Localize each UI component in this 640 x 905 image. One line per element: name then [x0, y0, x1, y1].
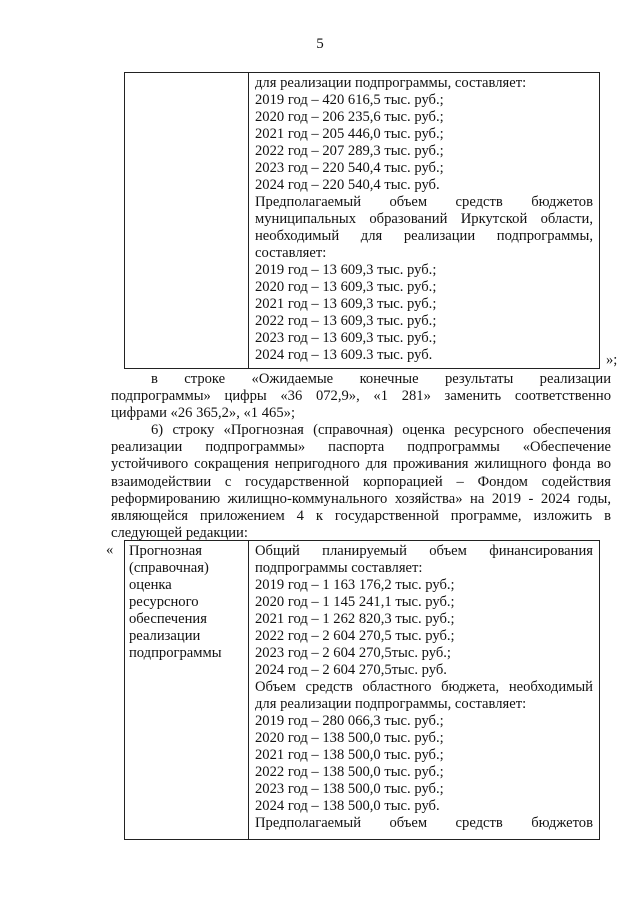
table-line: 2022 год – 13 609,3 тыс. руб.;: [255, 313, 437, 329]
table-left-line: обеспечения: [129, 611, 207, 627]
table-left-cell-empty: [125, 73, 249, 368]
table-left-cell: [125, 541, 249, 839]
table-line: 2021 год – 13 609,3 тыс. руб.;: [255, 296, 437, 312]
table-line: Предполагаемый объем средств бюджетов: [255, 194, 593, 210]
table-left-line: подпрограммы: [129, 645, 222, 661]
table-line: муниципальных образований Иркутской области,: [255, 211, 593, 227]
table-right-cell: [249, 541, 599, 839]
table-left-line: ресурсного: [129, 594, 199, 610]
text-line: взаимодействии с государственной корпорацией – Фондом содействия: [111, 473, 611, 490]
table-line: Объем средств областного бюджета, необходимый: [255, 679, 593, 695]
table-line: 2023 год – 13 609,3 тыс. руб.;: [255, 330, 437, 346]
table-line: 2023 год – 220 540,4 тыс. руб.;: [255, 160, 444, 176]
table-line: для реализации подпрограммы, составляет:: [255, 75, 527, 91]
text-line: цифрами «26 365,2», «1 465»;: [111, 405, 295, 422]
table-line: подпрограммы составляет:: [255, 560, 423, 576]
text-line: являющейся приложением 4 к государственной программе, изложить в: [111, 507, 611, 524]
table-line: 2024 год – 2 604 270,5тыс. руб.: [255, 662, 447, 678]
table-line: 2020 год – 1 145 241,1 тыс. руб.;: [255, 594, 455, 610]
table-line: Предполагаемый объем средств бюджетов: [255, 815, 593, 831]
table-line: 2021 год – 205 446,0 тыс. руб.;: [255, 126, 444, 142]
table-line: 2022 год – 138 500,0 тыс. руб.;: [255, 764, 444, 780]
table-line: 2024 год – 13 609.3 тыс. руб.: [255, 347, 433, 363]
table-line: необходимый для реализации подпрограммы,: [255, 228, 593, 244]
table-line: 2024 год – 220 540,4 тыс. руб.: [255, 177, 440, 193]
text-line: устойчивого сокращения непригодного для проживания жилищного фонда во: [111, 456, 611, 473]
table-line: Общий планируемый объем финансирования: [255, 543, 593, 559]
table-line: 2022 год – 2 604 270,5 тыс. руб.;: [255, 628, 455, 644]
table-line: 2020 год – 138 500,0 тыс. руб.;: [255, 730, 444, 746]
text-line: в строке «Ожидаемые конечные результаты реализации: [151, 371, 611, 387]
page-number: 5: [316, 36, 324, 52]
table-line: для реализации подпрограммы, составляет:: [255, 696, 527, 712]
paragraph-item-6: [111, 422, 611, 542]
table-left-line: Прогнозная: [129, 543, 202, 559]
text-line: 6) строку «Прогнозная (справочная) оценка ресурсного обеспечения: [151, 422, 611, 438]
table-left-line: (справочная): [129, 560, 209, 576]
table-line: 2021 год – 138 500,0 тыс. руб.;: [255, 747, 444, 763]
table-line: 2021 год – 1 262 820,3 тыс. руб.;: [255, 611, 455, 627]
text-line: следующей редакции:: [111, 525, 248, 542]
table-line: 2019 год – 420 616,5 тыс. руб.;: [255, 92, 444, 108]
paragraph-expected-results: [111, 371, 611, 423]
table-line: 2022 год – 207 289,3 тыс. руб.;: [255, 143, 444, 159]
table-right-cell: [249, 73, 599, 368]
text-line: реализации подпрограммы» паспорта подпрограммы «Обеспечение: [111, 439, 611, 456]
table-line: 2020 год – 13 609,3 тыс. руб.;: [255, 279, 437, 295]
table-left-line: реализации: [129, 628, 201, 644]
table-line: 2024 год – 138 500,0 тыс. руб.: [255, 798, 440, 814]
table-left-line: оценка: [129, 577, 172, 593]
text-line: реформированию жилищно-коммунального хозяйства» на 2019 - 2024 годы,: [111, 490, 611, 507]
table-line: составляет:: [255, 245, 327, 261]
table-line: 2023 год – 2 604 270,5тыс. руб.;: [255, 645, 451, 661]
table-line: 2019 год – 280 066,3 тыс. руб.;: [255, 713, 444, 729]
table-line: 2019 год – 13 609,3 тыс. руб.;: [255, 262, 437, 278]
table-line: 2023 год – 138 500,0 тыс. руб.;: [255, 781, 444, 797]
closing-quote-mark: »;: [606, 352, 618, 368]
table-resource-estimate: [124, 540, 600, 840]
table-line: 2020 год – 206 235,6 тыс. руб.;: [255, 109, 444, 125]
opening-quote-mark: «: [106, 542, 114, 558]
text-line: подпрограммы» цифры «36 072,9», «1 281» заменить соответственно: [111, 388, 611, 405]
table-line: 2019 год – 1 163 176,2 тыс. руб.;: [255, 577, 455, 593]
table-continuation: [124, 72, 600, 369]
